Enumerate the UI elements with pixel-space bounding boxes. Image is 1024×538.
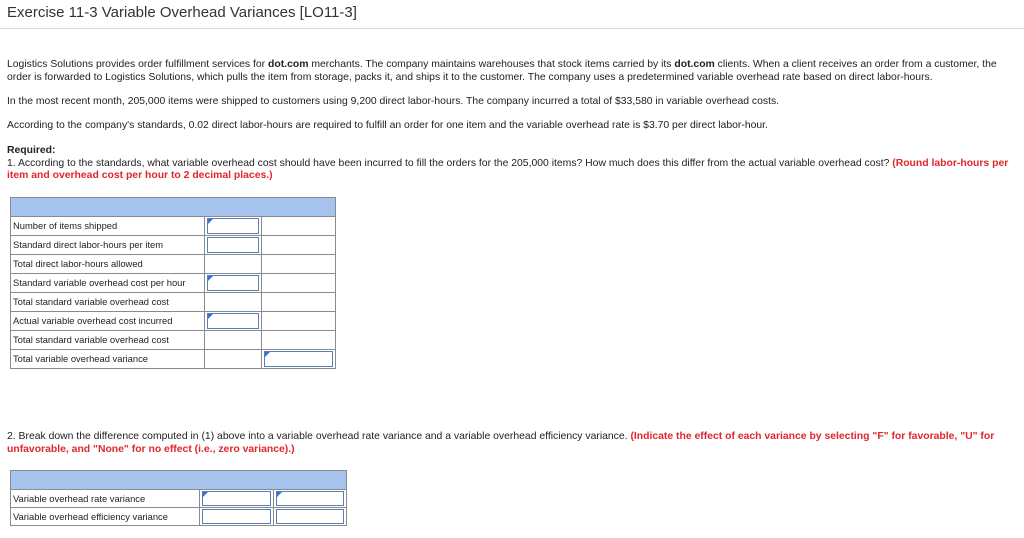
efficiency-variance-amount-input[interactable]	[202, 509, 271, 524]
table-2-header	[10, 470, 347, 490]
table-1-header	[10, 197, 336, 217]
input-flag-icon	[265, 352, 270, 357]
intro-paragraph-3: According to the company's standards, 0.02 direct labor-hours are required to fulfill an order for one item and the variable overhead rate is $3.70 per direct labor-hour.	[7, 120, 768, 131]
table-row	[10, 331, 336, 350]
variance-table-1	[10, 197, 336, 369]
total-std-overhead-cell	[205, 293, 262, 311]
std-overhead-rate-input[interactable]	[207, 275, 259, 291]
page-title: Exercise 11-3 Variable Overhead Variances [LO11-3]	[7, 4, 357, 21]
variance-table-2	[10, 470, 347, 526]
items-shipped-input[interactable]	[207, 218, 259, 234]
row-label: Total variable overhead variance	[11, 350, 205, 368]
row-label: Number of items shipped	[11, 217, 205, 235]
input-flag-icon	[203, 492, 208, 497]
table-row	[10, 217, 336, 236]
total-variance-effect-select[interactable]	[264, 351, 333, 367]
required-heading: Required:	[7, 145, 56, 156]
row-label: Total direct labor-hours allowed	[11, 255, 205, 273]
input-flag-icon	[208, 314, 213, 319]
title-divider	[0, 28, 1024, 29]
total-hours-allowed-cell	[205, 255, 262, 273]
actual-overhead-input[interactable]	[207, 313, 259, 329]
input-flag-icon	[277, 492, 282, 497]
table-row	[10, 255, 336, 274]
input-flag-icon	[208, 276, 213, 281]
input-flag-icon	[208, 219, 213, 224]
total-variance-amount-cell	[205, 350, 262, 368]
row-label: Variable overhead rate variance	[11, 490, 200, 507]
table-row	[10, 350, 336, 369]
table-row	[10, 490, 347, 508]
total-std-overhead-cell-2	[205, 331, 262, 349]
intro-paragraph-2: In the most recent month, 205,000 items were shipped to customers using 9,200 direct labor-hours. The company incurred a total of $33,580 in variable overhead costs.	[7, 96, 780, 107]
table-row	[10, 312, 336, 331]
row-label: Total standard variable overhead cost	[11, 293, 205, 311]
table-row	[10, 236, 336, 255]
question-2-note: (Indicate the effect of each variance by selecting "F" for favorable, "U" for unfavorable, and "None" for no effect (i.e., zero variance).)	[7, 431, 995, 455]
rate-variance-amount-input[interactable]	[202, 491, 271, 506]
table-row	[10, 508, 347, 526]
question-1: 1. According to the standards, what variable overhead cost should have been incurred to fill the orders for the 205,000 items? How much does this differ from the actual variable overhead cost? (Round labor-hours per item and overhead cost per hour to 2 decimal places.)	[7, 157, 1009, 181]
row-label: Total standard variable overhead cost	[11, 331, 205, 349]
table-row	[10, 293, 336, 312]
required-section	[7, 145, 1019, 183]
row-label: Standard direct labor-hours per item	[11, 236, 205, 254]
row-label: Variable overhead efficiency variance	[11, 508, 200, 525]
row-label: Actual variable overhead cost incurred	[11, 312, 205, 330]
table-row	[10, 274, 336, 293]
question-1-note: (Round labor-hours per item and overhead cost per hour to 2 decimal places.)	[7, 157, 1009, 181]
rate-variance-effect-select[interactable]	[276, 491, 344, 506]
row-label: Standard variable overhead cost per hour	[11, 274, 205, 292]
efficiency-variance-effect-select[interactable]	[276, 509, 344, 524]
std-hours-per-item-input[interactable]	[207, 237, 259, 253]
question-2: 2. Break down the difference computed in (1) above into a variable overhead rate variance and a variable overhead efficiency variance. (Indicate the effect of each variance by selecting "F" for favorable, "U" for unfavorable, and "None" for no effect (i.e., zero variance).)	[7, 431, 995, 455]
intro-paragraph-1: Logistics Solutions provides order fulfillment services for dot.com merchants. The company maintains warehouses that stock items carried by its dot.com clients. When a client receives an order from a customer, the order is forwarded to Logistics Solutions, which pulls the item from storage, packs it, and ships it to the customer. The company uses a predetermined variable overhead rate based on direct labor-hours.	[7, 59, 997, 83]
